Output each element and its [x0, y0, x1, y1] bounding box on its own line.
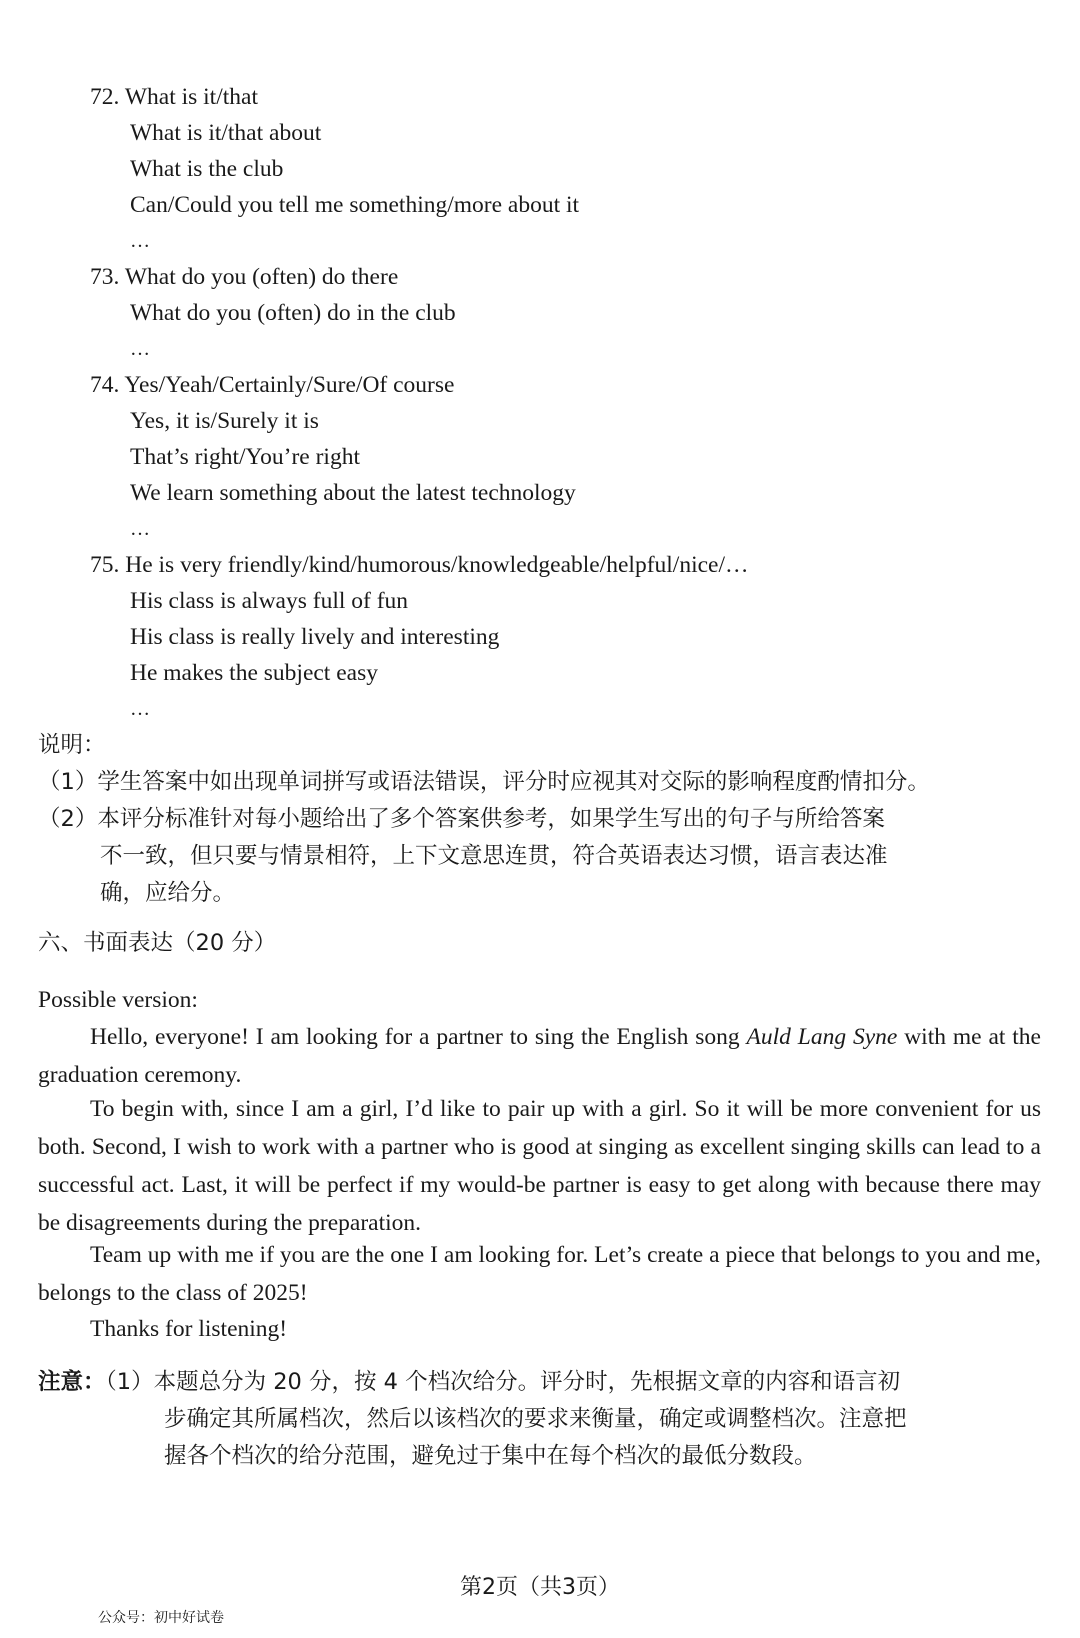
answer-75-line-3: His class is really lively and interesting — [130, 624, 500, 650]
question-number: 73. — [90, 264, 120, 290]
answer-75-line-2: His class is always full of fun — [130, 588, 409, 614]
notes-item-2-text: 本评分标准针对每小题给出了多个答案供参考，如果学生写出的句子与所给答案 — [97, 806, 885, 832]
answer-text: What do you (often) do there — [124, 264, 399, 290]
notes-item-2-label: （2） — [38, 806, 98, 832]
answer-72-line-2: What is it/that about — [130, 120, 322, 146]
answer-73-line-2: What do you (often) do in the club — [130, 300, 456, 326]
answer-text: Yes/Yeah/Certainly/Sure/Of course — [124, 372, 455, 398]
possible-version-label: Possible version: — [38, 987, 198, 1013]
answer-73-ellipsis: … — [130, 338, 150, 360]
notes-heading: 说明： — [38, 732, 106, 758]
attention-item-label: （1） — [105, 1369, 154, 1395]
source-watermark: 公众号：初中好试卷 — [98, 1610, 224, 1626]
essay-p1-after: with me at the graduation ceremony. — [38, 1024, 1041, 1088]
answer-72-line-1 — [90, 82, 258, 112]
answer-73-line-1 — [90, 262, 398, 292]
answer-74-line-2: Yes, it is/Surely it is — [130, 408, 319, 434]
attention-label: 注意： — [38, 1369, 106, 1395]
answer-72-ellipsis: … — [130, 230, 150, 252]
notes-item-2-line-2: 不一致，但只要与情景相符，上下文意思连贯，符合英语表达习惯，语言表达准 — [100, 843, 888, 869]
song-title: Auld Lang Syne — [746, 1024, 898, 1050]
attention-text-1: 本题总分为 20 分，按 4 个档次给分。评分时，先根据文章的内容和语言初 — [153, 1369, 901, 1395]
answer-74-ellipsis: … — [130, 518, 150, 540]
answer-72-line-4: Can/Could you tell me something/more about it — [130, 192, 580, 218]
essay-paragraph-3 — [38, 1236, 1041, 1312]
notes-item-1-label: （1） — [38, 769, 98, 795]
essay-paragraph-4 — [38, 1310, 1041, 1348]
answer-75-line-1 — [90, 550, 749, 580]
answer-75-line-4: He makes the subject easy — [130, 660, 378, 686]
attention-line-1 — [38, 1367, 900, 1397]
answer-75-ellipsis: … — [130, 698, 150, 720]
question-number: 74. — [90, 372, 120, 398]
section-6-title: 六、书面表达（20 分） — [38, 930, 277, 956]
answer-text: What is it/that — [124, 84, 258, 110]
notes-item-2-line-1 — [38, 804, 885, 834]
essay-p1-before: Hello, everyone! I am looking for a partner to sing the English song — [90, 1024, 747, 1050]
attention-line-2: 步确定其所属档次，然后以该档次的要求来衡量，确定或调整档次。注意把 — [164, 1406, 907, 1432]
essay-p3-text: Team up with me if you are the one I am looking for. Let’s create a piece that belongs to you and me, belongs to the class of 2025! — [38, 1242, 1041, 1306]
attention-line-3: 握各个档次的给分范围，避免过于集中在每个档次的最低分数段。 — [164, 1443, 817, 1469]
notes-item-1-text: 学生答案中如出现单词拼写或语法错误，评分时应视其对交际的影响程度酌情扣分。 — [97, 769, 930, 795]
answer-72-line-3: What is the club — [130, 156, 284, 182]
answer-text: He is very friendly/kind/humorous/knowledgeable/helpful/nice/… — [125, 552, 749, 578]
essay-paragraph-2 — [38, 1090, 1041, 1242]
answer-74-line-1 — [90, 370, 454, 400]
essay-p2-text: To begin with, since I am a girl, I’d like to pair up with a girl. So it will be more convenient for us both. Second, I wish to work with a partner who is good at singing as excellent singing skills can lead to a successful act. Last, it will be perfect if my would-be partner is easy to get along with because there may be disagreements during the preparation. — [38, 1096, 1041, 1236]
question-number: 72. — [90, 84, 120, 110]
question-number: 75. — [90, 552, 120, 578]
answer-74-line-3: That’s right/You’re right — [130, 444, 360, 470]
essay-paragraph-1 — [38, 1018, 1041, 1094]
answer-74-line-4: We learn something about the latest technology — [130, 480, 576, 506]
notes-item-1 — [38, 767, 930, 797]
essay-p4-text: Thanks for listening! — [90, 1316, 288, 1342]
notes-item-2-line-3: 确，应给分。 — [100, 880, 236, 906]
page-number: 第2页（共3页） — [460, 1575, 620, 1600]
